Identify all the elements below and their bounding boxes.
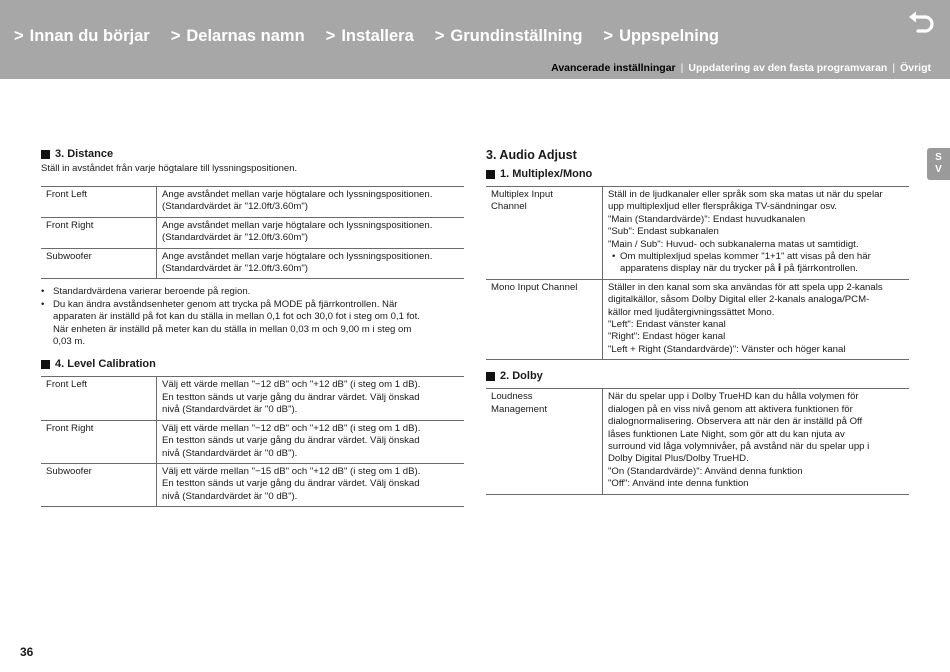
square-bullet-icon bbox=[486, 170, 495, 179]
text-line: Ange avståndet mellan varje högtalare och lyssningspositionen. bbox=[162, 250, 433, 262]
text-line: Du kan ändra avståndsenheter genom att trycka på MODE på fjärrkontrollen. När bbox=[53, 298, 398, 310]
level-calibration-table bbox=[41, 376, 464, 507]
nav-item-innan-du-borjar[interactable] bbox=[14, 27, 150, 46]
nav-item-grundinstallning[interactable] bbox=[435, 27, 583, 46]
list-item bbox=[41, 299, 464, 349]
section-intro: Ställ in avståndet från varje högtalare till lyssningspositionen. bbox=[41, 163, 298, 174]
setting-description bbox=[603, 279, 910, 359]
text-line: låses funktionen Late Night, som gör att du kan njuta av bbox=[608, 428, 845, 440]
setting-description bbox=[157, 248, 465, 279]
section-title: 1. Multiplex/Mono bbox=[500, 168, 593, 180]
setting-description bbox=[603, 389, 910, 494]
text-line: "Right": Endast höger kanal bbox=[608, 331, 726, 343]
text-line: Välj ett värde mellan "−12 dB" och "+12 dB" (i steg om 1 dB). bbox=[162, 422, 421, 434]
list-item bbox=[608, 251, 904, 276]
section-heading-distance bbox=[41, 148, 464, 160]
return-arrow-icon[interactable] bbox=[906, 11, 936, 35]
nav-item-label: Uppspelning bbox=[619, 27, 719, 45]
setting-name: Front Left bbox=[41, 377, 157, 420]
nav-arrow: > bbox=[325, 27, 336, 45]
text-line: En testton sänds ut varje gång du ändrar värdet. Välj önskad bbox=[162, 391, 420, 403]
text-line: När enheten är inställd på meter kan du ställa in mellan 0,03 m och 9,00 m i steg om bbox=[53, 323, 412, 335]
table-row bbox=[41, 217, 464, 248]
table-row bbox=[486, 389, 909, 494]
text-line: "Main (Standardvärde)": Endast huvudkanalen bbox=[608, 213, 806, 225]
text-line: apparaten är inställd på fot kan du ställa in mellan 0,1 fot och 30,0 fot i steg om 0,1 fot. bbox=[53, 311, 420, 323]
distance-notes bbox=[41, 286, 464, 348]
text-line: (Standardvärdet är "12.0ft/3.60m") bbox=[162, 201, 308, 213]
text-line bbox=[620, 263, 871, 275]
text-line: (Standardvärdet är "12.0ft/3.60m") bbox=[162, 263, 308, 275]
text-line: Channel bbox=[491, 201, 527, 213]
text-line: Standardvärdena varierar beroende på region. bbox=[53, 286, 251, 298]
text-line: "Off": Använd inte denna funktion bbox=[608, 478, 749, 490]
setting-name: Subwoofer bbox=[41, 463, 157, 506]
text-line: dialogen på en viss nivå genom att aktivera funktionen för bbox=[608, 403, 853, 415]
square-bullet-icon bbox=[41, 150, 50, 159]
text-line: Välj ett värde mellan "−12 dB" och "+12 dB" (i steg om 1 dB). bbox=[162, 379, 421, 391]
text-line: Ställ in de ljudkanaler eller språk som ska matas ut när du spelar bbox=[608, 189, 883, 200]
text-line: källor med ljudåtergivningssättet Mono. bbox=[608, 306, 775, 318]
table-row bbox=[41, 463, 464, 506]
text-line: nivå (Standardvärdet är "0 dB"). bbox=[162, 447, 298, 459]
nav-arrow: > bbox=[14, 27, 24, 45]
text-line: Om multiplexljud spelas kommer "1+1" att visas på den här bbox=[620, 251, 871, 263]
setting-name bbox=[486, 187, 603, 280]
text-line: "Left": Endast vänster kanal bbox=[608, 319, 726, 331]
language-tab[interactable] bbox=[927, 148, 950, 180]
setting-description bbox=[603, 187, 910, 280]
section-title: 3. Distance bbox=[55, 148, 114, 160]
setting-description bbox=[157, 377, 465, 420]
nav-item-uppspelning[interactable] bbox=[603, 27, 719, 46]
left-column bbox=[41, 148, 464, 507]
top-nav-bar bbox=[0, 0, 950, 79]
list-item bbox=[41, 286, 464, 298]
setting-name: Front Left bbox=[41, 187, 157, 218]
text-line: När du spelar upp i Dolby TrueHD kan du hålla volymen för bbox=[608, 391, 859, 403]
bullet-dot: • bbox=[41, 286, 45, 298]
info-icon: i bbox=[777, 263, 782, 275]
text-line: upp multiplexljud eller flerspråkiga TV-sändningar osv. bbox=[608, 201, 837, 213]
text-line: "On (Standardvärde)": Använd denna funktion bbox=[608, 465, 803, 477]
table-row bbox=[41, 377, 464, 420]
table-row bbox=[486, 279, 909, 359]
subnav-link-firmware[interactable]: Uppdatering av den fasta programvaran bbox=[688, 62, 888, 74]
nav-arrow: > bbox=[434, 27, 445, 45]
text-line: En testton sänds ut varje gång du ändrar värdet. Välj önskad bbox=[162, 478, 420, 490]
text-line: Loudness bbox=[491, 391, 533, 403]
section-heading-dolby bbox=[486, 370, 909, 382]
setting-name: Front Right bbox=[41, 217, 157, 248]
setting-description bbox=[157, 187, 465, 218]
section-heading-multiplex bbox=[486, 168, 909, 180]
setting-description bbox=[157, 217, 465, 248]
table-row bbox=[41, 187, 464, 218]
table-row bbox=[486, 187, 909, 280]
setting-description bbox=[157, 463, 465, 506]
text-fragment: på fjärrkontrollen. bbox=[783, 263, 858, 275]
subnav-link-ovrigt[interactable]: Övrigt bbox=[900, 62, 931, 74]
nav-item-label: Innan du börjar bbox=[29, 27, 150, 45]
table-row bbox=[41, 420, 464, 463]
text-line: "Main / Sub": Huvud- och subkanalerna matas ut samtidigt. bbox=[608, 238, 859, 250]
page-title: 3. Audio Adjust bbox=[486, 148, 577, 162]
distance-table bbox=[41, 186, 464, 279]
lang-letter: V bbox=[935, 164, 942, 175]
text-fragment: apparatens display när du trycker på bbox=[620, 263, 776, 275]
bullet-dot: • bbox=[41, 298, 45, 310]
main-nav bbox=[14, 27, 740, 46]
text-line: (Standardvärdet är "12.0ft/3.60m") bbox=[162, 232, 308, 244]
text-line: nivå (Standardvärdet är "0 dB"). bbox=[162, 490, 298, 502]
text-line: Ställer in den kanal som ska användas för att spela upp 2-kanals bbox=[608, 281, 883, 293]
text-line: Management bbox=[491, 403, 547, 415]
lang-letter: S bbox=[935, 152, 942, 163]
setting-name bbox=[486, 389, 603, 494]
text-line: Multiplex Input bbox=[491, 189, 553, 200]
nav-item-label: Installera bbox=[341, 27, 414, 45]
text-line: 0,03 m. bbox=[53, 336, 85, 348]
setting-name: Front Right bbox=[41, 420, 157, 463]
bullet-dot: • bbox=[612, 251, 616, 263]
text-line: "Sub": Endast subkanalen bbox=[608, 226, 719, 238]
text-line: dialognormalisering. Observera att när den är inställd på Off bbox=[608, 416, 863, 428]
nav-arrow: > bbox=[603, 27, 614, 45]
section-title: 4. Level Calibration bbox=[55, 358, 156, 371]
text-line: digitalkällor, såsom Dolby Digital eller 2-kanals analoga/PCM- bbox=[608, 294, 870, 306]
text-line: Ange avståndet mellan varje högtalare och lyssningspositionen. bbox=[162, 189, 433, 200]
nav-item-label: Delarnas namn bbox=[186, 27, 305, 45]
setting-description bbox=[157, 420, 465, 463]
subnav-separator: | bbox=[892, 62, 896, 74]
square-bullet-icon bbox=[41, 360, 50, 369]
nav-item-delarnas-namn[interactable] bbox=[171, 27, 305, 46]
multiplex-table bbox=[486, 186, 909, 360]
subnav-active-item: Avancerade inställningar bbox=[551, 62, 676, 74]
text-line: nivå (Standardvärdet är "0 dB"). bbox=[162, 404, 298, 416]
section-heading-level-calibration bbox=[41, 358, 464, 370]
square-bullet-icon bbox=[486, 372, 495, 381]
nav-item-label: Grundinställning bbox=[450, 27, 583, 45]
text-line: Välj ett värde mellan "−15 dB" och "+12 dB" (i steg om 1 dB). bbox=[162, 465, 421, 477]
nav-item-installera[interactable] bbox=[326, 27, 414, 46]
text-line: "Left + Right (Standardvärde)": Vänster och höger kanal bbox=[608, 343, 846, 355]
section-title: 2. Dolby bbox=[500, 370, 543, 383]
right-column bbox=[486, 148, 909, 495]
text-line: Ange avståndet mellan varje högtalare och lyssningspositionen. bbox=[162, 219, 433, 231]
setting-name: Mono Input Channel bbox=[486, 279, 603, 359]
table-row bbox=[41, 248, 464, 279]
nav-arrow: > bbox=[170, 27, 181, 45]
subnav-separator: | bbox=[680, 62, 684, 74]
sub-nav bbox=[551, 62, 931, 74]
dolby-table bbox=[486, 388, 909, 494]
text-line: surround vid låga volymnivåer, på avstånd när du spelar upp i bbox=[608, 440, 870, 452]
setting-name: Subwoofer bbox=[41, 248, 157, 279]
text-line: En testton sänds ut varje gång du ändrar värdet. Välj önskad bbox=[162, 435, 420, 447]
page-number: 36 bbox=[20, 645, 34, 659]
text-line: Dolby Digital Plus/Dolby TrueHD. bbox=[608, 453, 749, 465]
